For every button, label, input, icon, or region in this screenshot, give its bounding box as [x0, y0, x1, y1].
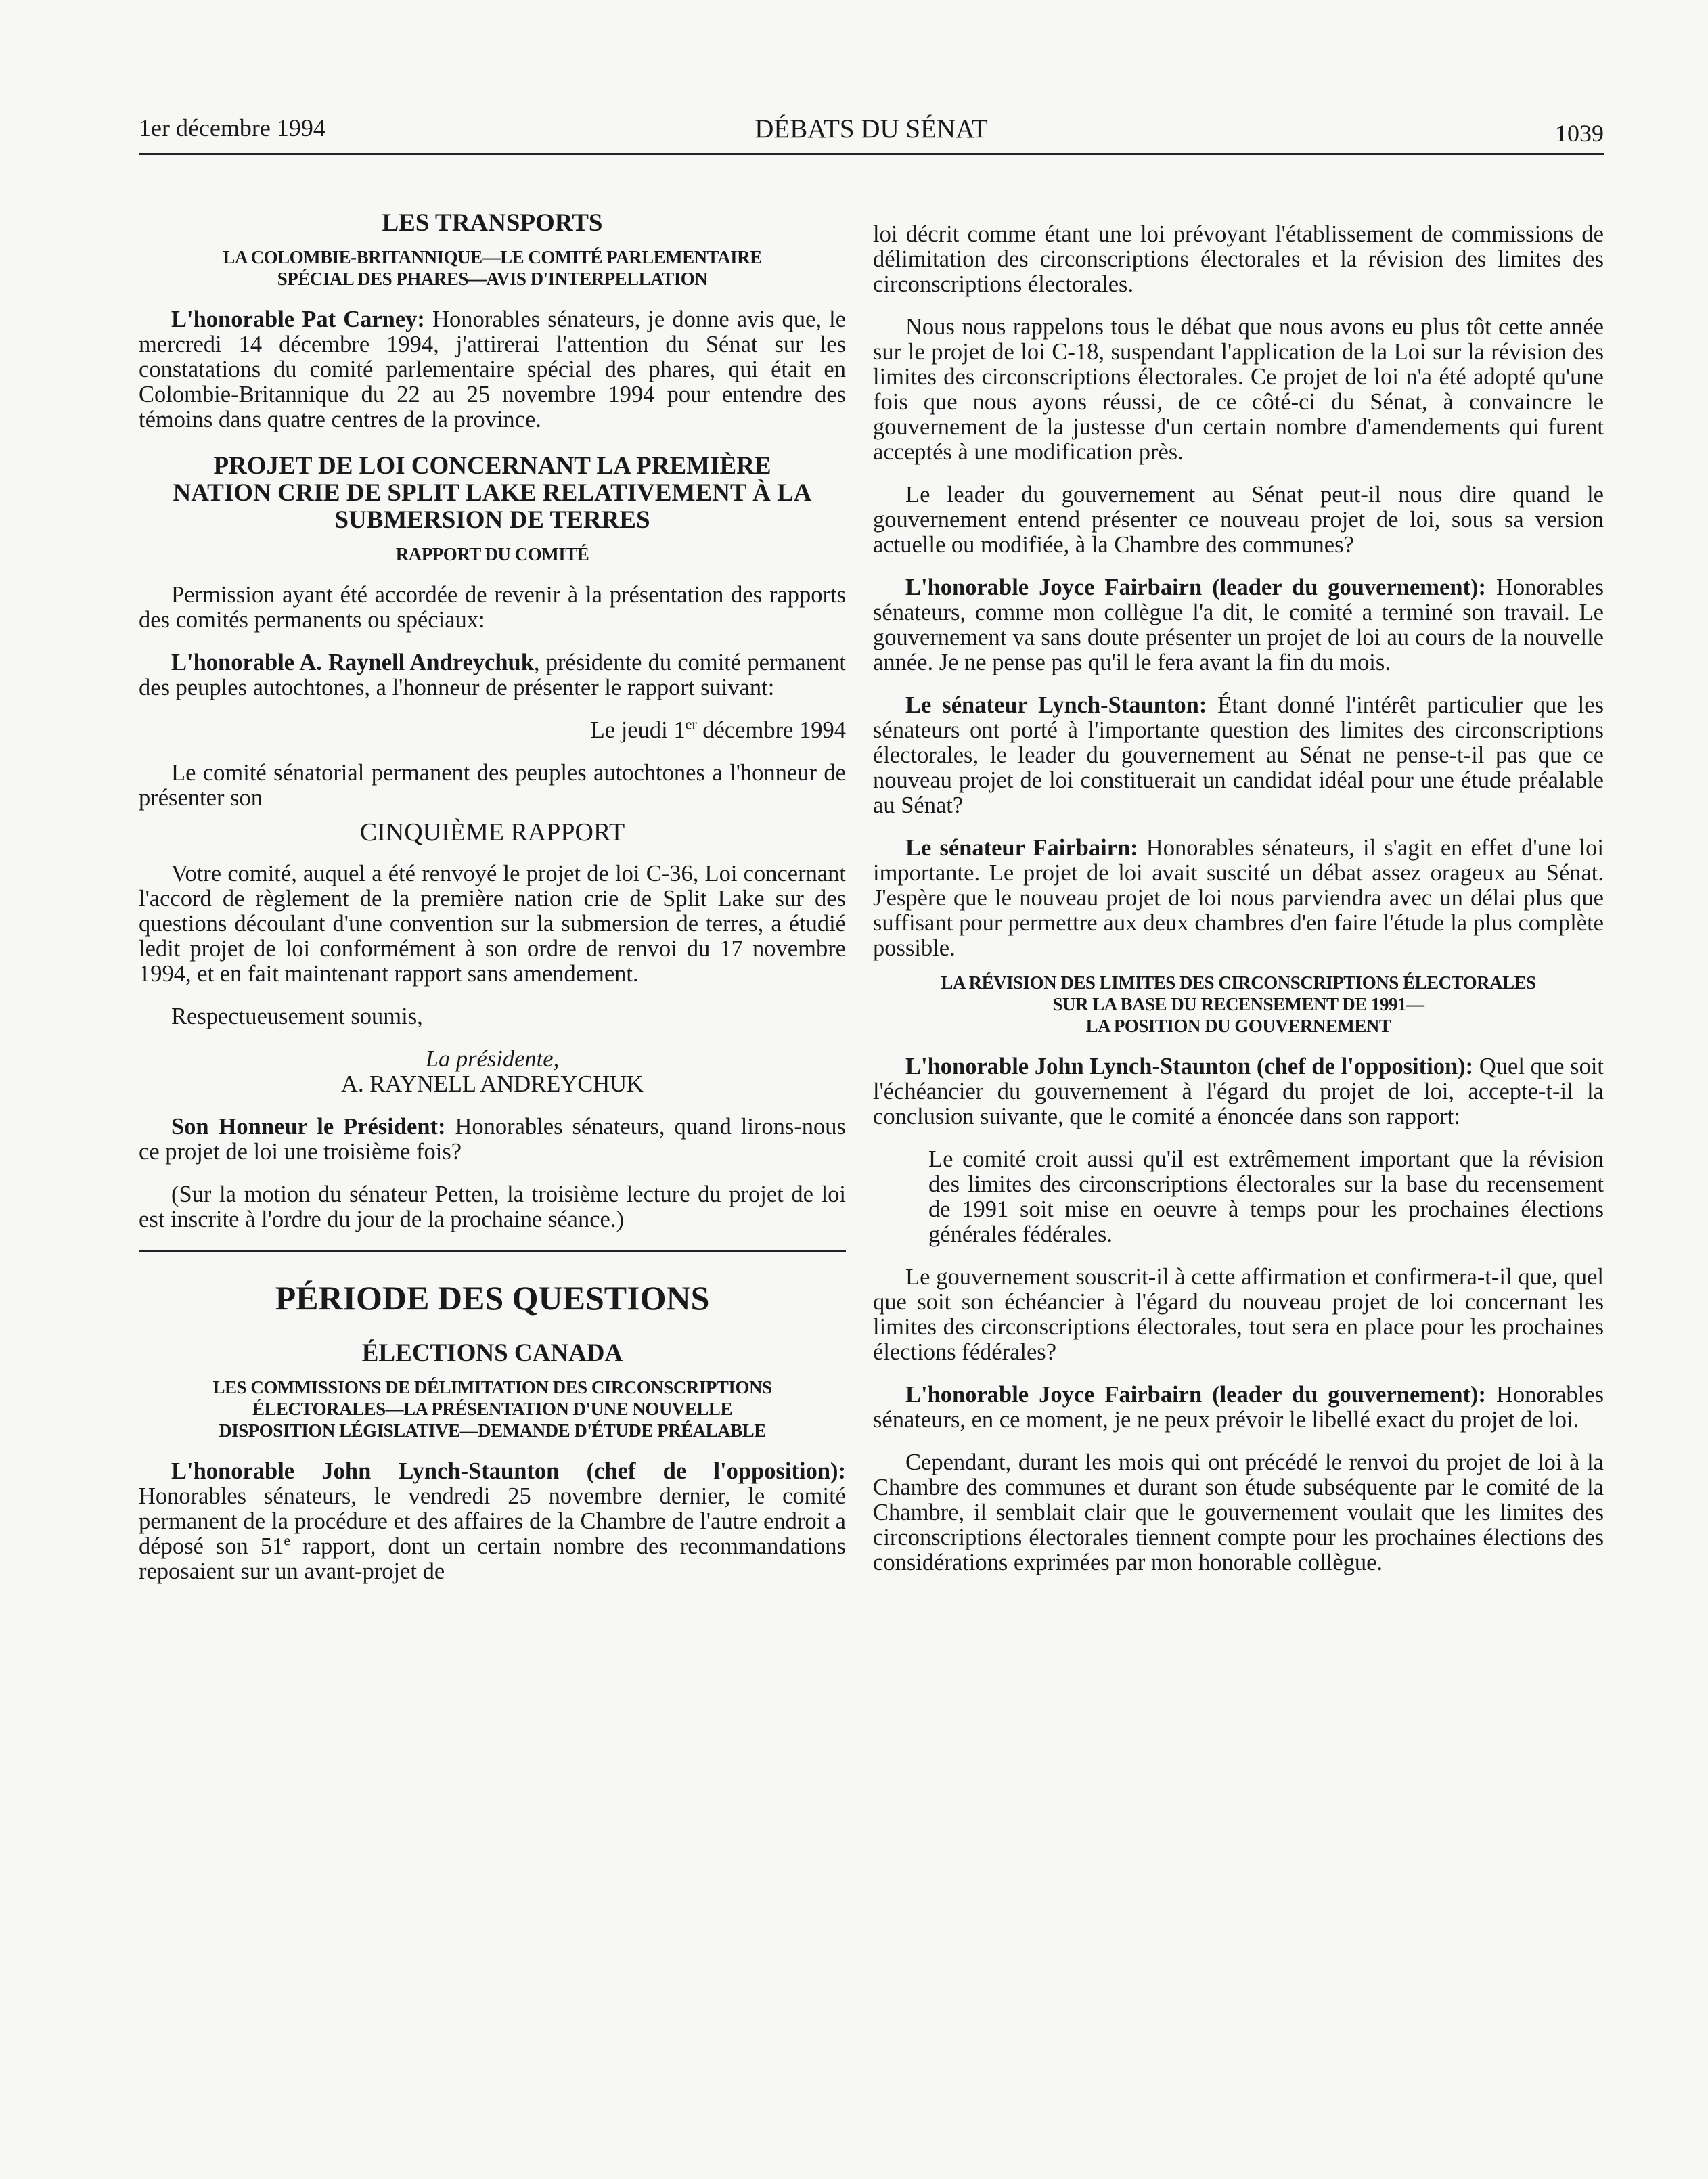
paragraph-recall: Nous nous rappelons tous le débat que nous avons eu plus tôt cette année sur le projet de loi C-18, suspendant l'application de la Loi sur la révision des limites des circonscriptions électorales. Ce projet de loi n'a été adopté qu'une fois que nous ayons réussi, de ce côté-ci du Sénat, à convaincre le gouvernement de la justesse d'un certain nombre d'amendements qui furent acceptés à une modification près.: [873, 314, 1604, 465]
paragraph-fairbairn: [873, 836, 1604, 961]
section-heading-elections: ÉLECTIONS CANADA: [361, 1339, 623, 1367]
speaker-name: L'honorable Joyce Fairbairn (leader du gouvernement):: [905, 1382, 1486, 1408]
paragraph-report-body: Votre comité, auquel a été renvoyé le projet de loi C-36, Loi concernant l'accord de règlement de la première nation crie de Split Lake sur des questions découlant d'une convention sur la submersion de terres, a étudié ledit projet de loi conformément à son ordre de renvoi du 17 novembre 1994, et en fait maintenant rapport sans amendement.: [139, 861, 846, 987]
header-title: DÉBATS DU SÉNAT: [755, 114, 988, 143]
section-heading-transports: LES TRANSPORTS: [382, 209, 603, 237]
speech-text: Honorables sénateurs, le vendredi 25 novembre dernier, le comité permanent de la procédure et des affaires de la Chambre de l'autre endroit a déposé son 51: [139, 1483, 846, 1559]
paragraph-respect: Respectueusement soumis,: [171, 1004, 423, 1029]
paragraph-carney: [139, 307, 846, 432]
speech-text: Honorables sénateurs, quand lirons-nous ce projet de loi une troisième fois?: [139, 1114, 846, 1165]
left-column: [139, 203, 846, 1602]
paragraph-fairbairn: [873, 575, 1604, 675]
report-date: [139, 715, 846, 743]
page-number: 1039: [1555, 120, 1604, 147]
subheading-census-revision: [873, 972, 1604, 1037]
speech-text: Étant donné l'intérêt particulier que les sénateurs ont porté à l'importante question des limites des circonscriptions électorales, le leader du gouvernement au Sénat ne pense-t-il pas que ce nouveau projet de loi constituerait un candidat idéal pour une étude préalable au Sénat?: [873, 692, 1604, 818]
paragraph-leader-question: Le leader du gouvernement au Sénat peut-il nous dire quand le gouvernement entend présenter ce nouveau projet de loi, sous sa version actuelle ou modifiée, à la Chambre des communes?: [873, 482, 1604, 558]
signature-name: A. RAYNELL ANDREYCHUK: [341, 1071, 644, 1097]
paragraph-lynch-staunton: [139, 1459, 846, 1584]
paragraph-president: [139, 1115, 846, 1165]
speech-text: Honorables sénateurs, comme mon collègue l'a dit, le comité a terminé son travail. Le gouvernement va sans doute présenter un projet de loi au cours de la nouvelle année. Je ne pense pas qu'il le fera avant la fin du mois.: [873, 575, 1604, 675]
paragraph-lynch-staunton: [873, 1054, 1604, 1129]
subheading-line: LA POSITION DU GOUVERNEMENT: [1085, 1016, 1391, 1036]
subheading-lighthouses: [139, 246, 846, 290]
report-date-sup: er: [685, 715, 697, 733]
speaker-name: L'honorable Pat Carney:: [171, 307, 425, 332]
paragraph-fairbairn: [873, 1383, 1604, 1433]
paragraph-subscribe: Le gouvernement souscrit-il à cette affirmation et confirmera-t-il que, quel que soit son échéancier à l'égard du nouveau projet de loi concernant les limites des circonscriptions électorales, tout sera en place pour les prochaines élections fédérales?: [873, 1264, 1604, 1365]
heading-line: SUBMERSION DE TERRES: [334, 506, 650, 534]
section-heading-questions: PÉRIODE DES QUESTIONS: [275, 1279, 710, 1317]
report-date-text: décembre 1994: [696, 717, 846, 743]
subheading-line: DISPOSITION LÉGISLATIVE—DEMANDE D'ÉTUDE PRÉALABLE: [219, 1420, 766, 1441]
speaker-name: L'honorable John Lynch-Staunton (chef de l'opposition):: [905, 1054, 1474, 1079]
report-title: CINQUIÈME RAPPORT: [359, 818, 625, 847]
paragraph-however: Cependant, durant les mois qui ont précédé le renvoi du projet de loi à la Chambre des communes et durant son étude subséquente par le comité de la Chambre, il semblait clair que le gouvernement voulait que les limites des circonscriptions électorales tiennent compte pour les prochaines élections des considérations exprimées par mon honorable collègue.: [873, 1450, 1604, 1575]
right-column: [873, 222, 1604, 1593]
speaker-name: Le sénateur Lynch-Staunton:: [905, 692, 1207, 718]
speech-text: Quel que soit l'échéancier du gouvernement à l'égard du projet de loi, accepte-t-il la conclusion suivante, que le comité a énoncée dans son rapport:: [873, 1054, 1604, 1129]
section-heading-bill: [139, 453, 846, 534]
block-quote: Le comité croit aussi qu'il est extrêmement important que la révision des limites des circonscriptions électorales sur la base du recensement de 1991 soit mise en oeuvre à temps pour les prochaines élections générales fédérales.: [928, 1146, 1604, 1247]
paragraph-motion: (Sur la motion du sénateur Petten, la troisième lecture du projet de loi est inscrite à l'ordre du jour de la prochaine séance.): [139, 1182, 846, 1232]
subheading-line: SPÉCIAL DES PHARES—AVIS D'INTERPELLATION: [277, 269, 708, 289]
section-divider: [139, 1250, 846, 1252]
subheading-line: LA COLOMBIE-BRITANNIQUE—LE COMITÉ PARLEMENTAIRE: [223, 247, 762, 267]
subheading-line: SUR LA BASE DU RECENSEMENT DE 1991—: [1052, 994, 1424, 1014]
speech-text: Honorables sénateurs, il s'agit en effet d'une loi importante. Le projet de loi avait suscité un débat assez orageux au Sénat. J'espère que le nouveau projet de loi nous parviendra avec un délai plus que suffisant pour permettre aux deux chambres d'en faire l'étude la plus complète possible.: [873, 835, 1604, 961]
speaker-name: L'honorable Joyce Fairbairn (leader du gouvernement):: [905, 575, 1486, 600]
subheading-line: ÉLECTORALES—LA PRÉSENTATION D'UNE NOUVELLE: [252, 1399, 732, 1419]
speaker-name: Son Honneur le Président:: [171, 1114, 446, 1140]
speaker-name: L'honorable John Lynch-Staunton (chef de l'opposition):: [171, 1458, 846, 1484]
paragraph-committee: Le comité sénatorial permanent des peuples autochtones a l'honneur de présenter son: [139, 760, 846, 811]
signature-role: La présidente,: [425, 1046, 560, 1072]
paragraph-continuation: loi décrit comme étant une loi prévoyant l'établissement de commissions de délimitation des circonscriptions électorales et la révision des limites des circonscriptions électorales.: [873, 221, 1604, 297]
speech-text: Honorables sénateurs, en ce moment, je ne peux prévoir le libellé exact du projet de loi.: [873, 1382, 1604, 1433]
speech-text: , présidente du comité permanent des peuples autochtones, a l'honneur de présenter le rapport suivant:: [139, 650, 846, 700]
paragraph-andreychuk: [139, 650, 846, 700]
heading-line: PROJET DE LOI CONCERNANT LA PREMIÈRE: [213, 452, 771, 480]
subheading-line: LES COMMISSIONS DE DÉLIMITATION DES CIRCONSCRIPTIONS: [212, 1377, 772, 1397]
paragraph-permission: Permission ayant été accordée de revenir à la présentation des rapports des comités permanents ou spéciaux:: [139, 582, 846, 633]
subheading-committee-report: RAPPORT DU COMITÉ: [395, 544, 589, 564]
speech-text: Honorables sénateurs, je donne avis que, le mercredi 14 décembre 1994, j'attirerai l'attention du Sénat sur les constatations du comité parlementaire spécial des phares, qui était en Colombie-Britannique du 22 au 25 novembre 1994 pour entendre des témoins dans quatre centres de la province.: [139, 307, 846, 432]
speaker-name: Le sénateur Fairbairn:: [905, 835, 1138, 861]
speaker-name: L'honorable A. Raynell Andreychuk: [171, 650, 534, 675]
page-header: [139, 114, 1604, 155]
signature-block: [139, 1047, 846, 1097]
subheading-line: LA RÉVISION DES LIMITES DES CIRCONSCRIPTIONS ÉLECTORALES: [941, 972, 1536, 993]
subheading-commissions: [139, 1376, 846, 1441]
paragraph-lynch-staunton: [873, 693, 1604, 818]
header-date: 1er décembre 1994: [139, 114, 325, 141]
speech-text: rapport, dont un certain nombre des recommandations reposaient sur un avant-projet de: [139, 1533, 846, 1584]
heading-line: NATION CRIE DE SPLIT LAKE RELATIVEMENT À LA: [173, 479, 812, 507]
report-date-text: Le jeudi 1: [590, 717, 686, 743]
speech-sup: e: [284, 1531, 291, 1549]
